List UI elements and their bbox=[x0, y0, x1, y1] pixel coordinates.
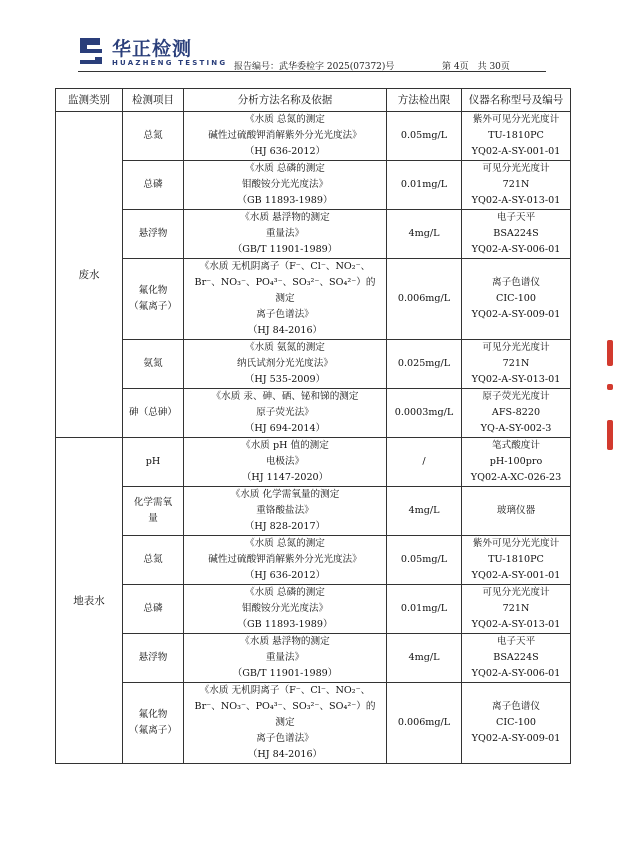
test-item-line: （氟离子） bbox=[129, 301, 177, 312]
method-line: （GB 11893-1989） bbox=[237, 195, 333, 206]
table-row bbox=[56, 536, 571, 585]
method-line: 《水质 总磷的测定 bbox=[245, 163, 325, 174]
test-item-line: 氟化物 bbox=[138, 709, 168, 720]
instrument-line: YQ02-A-XC-026-23 bbox=[470, 472, 562, 483]
table-row bbox=[56, 634, 571, 683]
table-row bbox=[56, 585, 571, 634]
table-row bbox=[56, 161, 571, 210]
method-cell bbox=[184, 634, 387, 683]
detection-limit-cell: 0.006mg/L bbox=[387, 259, 462, 340]
method-line: 离子色谱法》 bbox=[256, 309, 314, 320]
column-header: 监测类别 bbox=[56, 89, 123, 112]
test-item-line: 悬浮物 bbox=[138, 228, 168, 239]
detection-limit-cell: / bbox=[387, 438, 462, 487]
method-line: 原子荧光法》 bbox=[256, 407, 314, 418]
instrument-cell bbox=[462, 340, 571, 389]
method-cell bbox=[184, 210, 387, 259]
table-row bbox=[56, 389, 571, 438]
detection-limit-cell: 0.025mg/L bbox=[387, 340, 462, 389]
table-row bbox=[56, 487, 571, 536]
detection-limit-cell: 0.05mg/L bbox=[387, 112, 462, 161]
test-item-line: 总磷 bbox=[143, 603, 163, 614]
instrument-line: 721N bbox=[502, 603, 530, 614]
page-header bbox=[78, 30, 546, 74]
test-item-line: 氨氮 bbox=[143, 358, 163, 369]
instrument-cell bbox=[462, 683, 571, 764]
instrument-cell bbox=[462, 161, 571, 210]
method-cell bbox=[184, 438, 387, 487]
column-header: 方法检出限 bbox=[387, 89, 462, 112]
method-cell bbox=[184, 536, 387, 585]
test-item-cell bbox=[123, 683, 184, 764]
method-line: 《水质 无机阴离子（F⁻、Cl⁻、NO₂⁻、 bbox=[199, 685, 371, 696]
instrument-line: 紫外可见分光光度计 bbox=[472, 114, 560, 125]
instrument-line: CIC-100 bbox=[495, 293, 537, 304]
instrument-line: 原子荧光光度计 bbox=[482, 391, 550, 402]
method-line: 《水质 总氮的测定 bbox=[245, 114, 325, 125]
method-line: 《水质 汞、砷、硒、铋和锑的测定 bbox=[211, 391, 359, 402]
method-line: （HJ 694-2014） bbox=[244, 423, 326, 434]
instrument-cell bbox=[462, 585, 571, 634]
method-cell bbox=[184, 683, 387, 764]
instrument-line: 笔式酸度计 bbox=[492, 440, 540, 451]
instrument-cell bbox=[462, 112, 571, 161]
instrument-line: YQ02-A-SY-013-01 bbox=[471, 374, 561, 385]
detection-limit-cell: 0.05mg/L bbox=[387, 536, 462, 585]
instrument-line: pH-100pro bbox=[489, 456, 543, 467]
instrument-cell bbox=[462, 438, 571, 487]
method-cell bbox=[184, 487, 387, 536]
table-header-row bbox=[56, 89, 571, 112]
instrument-line: YQ02-A-SY-001-01 bbox=[471, 570, 561, 581]
test-item-cell bbox=[123, 210, 184, 259]
instrument-line: YQ02-A-SY-001-01 bbox=[471, 146, 561, 157]
instrument-line: BSA224S bbox=[493, 652, 539, 663]
method-line: （GB 11893-1989） bbox=[237, 619, 333, 630]
instrument-line: 离子色谱仪 bbox=[492, 701, 540, 712]
brand-name-english: HUAZHENG TESTING bbox=[112, 59, 228, 67]
method-line: （HJ 636-2012） bbox=[244, 570, 326, 581]
test-item-cell bbox=[123, 487, 184, 536]
method-line: 钼酸铵分光光度法》 bbox=[241, 179, 329, 190]
test-item-line: 总磷 bbox=[143, 179, 163, 190]
method-line: 钼酸铵分光光度法》 bbox=[241, 603, 329, 614]
instrument-line: 可见分光光度计 bbox=[482, 163, 550, 174]
report-number: 报告编号：武华委检字 2025(07372)号 bbox=[234, 62, 395, 72]
instrument-line: 可见分光光度计 bbox=[482, 587, 550, 598]
instrument-line: YQ02-A-SY-006-01 bbox=[471, 668, 561, 679]
instrument-line: AFS-8220 bbox=[491, 407, 541, 418]
instrument-line: CIC-100 bbox=[495, 717, 537, 728]
method-line: （HJ 828-2017） bbox=[244, 521, 326, 532]
test-item-cell bbox=[123, 438, 184, 487]
instrument-line: BSA224S bbox=[493, 228, 539, 239]
table-row bbox=[56, 438, 571, 487]
test-item-line: 总氮 bbox=[143, 554, 163, 565]
method-line: （GB/T 11901-1989） bbox=[232, 668, 338, 679]
table-row bbox=[56, 210, 571, 259]
instrument-line: 离子色谱仪 bbox=[492, 277, 540, 288]
method-line: 重铬酸盐法》 bbox=[256, 505, 314, 516]
method-line: 测定 bbox=[275, 293, 295, 304]
instrument-cell bbox=[462, 634, 571, 683]
test-item-cell bbox=[123, 634, 184, 683]
method-line: （HJ 84-2016） bbox=[247, 325, 323, 336]
instrument-line: 电子天平 bbox=[496, 636, 536, 647]
method-line: Br⁻、NO₃⁻、PO₄³⁻、SO₃²⁻、SO₄²⁻）的 bbox=[194, 701, 376, 712]
test-item-line: 化学需氧 bbox=[133, 497, 173, 508]
method-line: Br⁻、NO₃⁻、PO₄³⁻、SO₃²⁻、SO₄²⁻）的 bbox=[194, 277, 376, 288]
instrument-line: YQ02-A-SY-013-01 bbox=[471, 619, 561, 630]
test-item-cell bbox=[123, 161, 184, 210]
method-line: 《水质 pH 值的测定 bbox=[241, 440, 329, 451]
test-item-cell bbox=[123, 389, 184, 438]
instrument-line: YQ02-A-SY-009-01 bbox=[471, 733, 561, 744]
detection-limit-cell: 4mg/L bbox=[387, 210, 462, 259]
instrument-line: TU-1810PC bbox=[488, 554, 544, 565]
detection-limit-cell: 4mg/L bbox=[387, 634, 462, 683]
detection-limit-cell: 0.0003mg/L bbox=[387, 389, 462, 438]
test-item-cell bbox=[123, 340, 184, 389]
test-item-cell bbox=[123, 585, 184, 634]
brand-name: 华正检测 bbox=[112, 38, 193, 60]
instrument-line: YQ-A-SY-002-3 bbox=[480, 423, 552, 434]
test-item-line: 砷（总砷） bbox=[129, 407, 177, 418]
monitoring-category-cell: 地表水 bbox=[56, 438, 123, 764]
detection-limit-cell: 0.01mg/L bbox=[387, 585, 462, 634]
method-line: 《水质 无机阴离子（F⁻、Cl⁻、NO₂⁻、 bbox=[199, 261, 371, 272]
method-line: 《水质 悬浮物的测定 bbox=[240, 636, 330, 647]
test-item-line: 氟化物 bbox=[138, 285, 168, 296]
method-line: 《水质 悬浮物的测定 bbox=[240, 212, 330, 223]
table-row bbox=[56, 112, 571, 161]
test-item-line: 量 bbox=[148, 513, 158, 524]
instrument-line: 电子天平 bbox=[496, 212, 536, 223]
table-row bbox=[56, 340, 571, 389]
test-item-line: （氟离子） bbox=[129, 725, 177, 736]
test-item-cell bbox=[123, 536, 184, 585]
detection-limit-cell: 4mg/L bbox=[387, 487, 462, 536]
method-line: 重量法》 bbox=[265, 228, 305, 239]
table-row bbox=[56, 259, 571, 340]
method-line: （HJ 535-2009） bbox=[244, 374, 326, 385]
detection-limit-cell: 0.01mg/L bbox=[387, 161, 462, 210]
test-item-cell bbox=[123, 112, 184, 161]
method-line: 测定 bbox=[275, 717, 295, 728]
header-divider bbox=[78, 71, 546, 72]
method-cell bbox=[184, 340, 387, 389]
test-item-cell bbox=[123, 259, 184, 340]
table-body bbox=[56, 112, 571, 764]
method-line: 离子色谱法》 bbox=[256, 733, 314, 744]
method-line: （HJ 84-2016） bbox=[247, 749, 323, 760]
instrument-line: 紫外可见分光光度计 bbox=[472, 538, 560, 549]
instrument-line: YQ02-A-SY-013-01 bbox=[471, 195, 561, 206]
test-item-line: 总氮 bbox=[143, 130, 163, 141]
method-line: 电极法》 bbox=[265, 456, 305, 467]
instrument-line: 玻璃仪器 bbox=[496, 505, 536, 516]
detection-limit-cell: 0.006mg/L bbox=[387, 683, 462, 764]
instrument-cell bbox=[462, 259, 571, 340]
test-item-line: pH bbox=[145, 456, 161, 467]
column-header: 仪器名称型号及编号 bbox=[462, 89, 571, 112]
method-line: 纳氏试剂分光光度法》 bbox=[237, 358, 333, 369]
method-cell bbox=[184, 259, 387, 340]
monitoring-category-cell: 废水 bbox=[56, 112, 123, 438]
method-line: （HJ 1147-2020） bbox=[241, 472, 329, 483]
instrument-line: TU-1810PC bbox=[488, 130, 544, 141]
method-table bbox=[55, 88, 571, 764]
method-cell bbox=[184, 389, 387, 438]
instrument-cell bbox=[462, 536, 571, 585]
method-line: 《水质 总氮的测定 bbox=[245, 538, 325, 549]
column-header: 检测项目 bbox=[123, 89, 184, 112]
method-line: 重量法》 bbox=[265, 652, 305, 663]
stamp-fragment bbox=[603, 340, 617, 460]
instrument-cell bbox=[462, 487, 571, 536]
method-line: 碱性过硫酸钾消解紫外分光光度法》 bbox=[208, 554, 362, 565]
page-number: 第 4页 共 30页 bbox=[442, 62, 510, 72]
test-item-line: 悬浮物 bbox=[138, 652, 168, 663]
method-line: 《水质 总磷的测定 bbox=[245, 587, 325, 598]
method-cell bbox=[184, 585, 387, 634]
table-row bbox=[56, 683, 571, 764]
method-cell bbox=[184, 161, 387, 210]
instrument-cell bbox=[462, 389, 571, 438]
method-line: 《水质 氨氮的测定 bbox=[245, 342, 325, 353]
instrument-line: 721N bbox=[502, 179, 530, 190]
instrument-line: YQ02-A-SY-009-01 bbox=[471, 309, 561, 320]
instrument-line: 可见分光光度计 bbox=[482, 342, 550, 353]
method-line: （GB/T 11901-1989） bbox=[232, 244, 338, 255]
method-line: 碱性过硫酸钾消解紫外分光光度法》 bbox=[208, 130, 362, 141]
method-line: （HJ 636-2012） bbox=[244, 146, 326, 157]
huazheng-logo-icon bbox=[78, 36, 104, 66]
method-cell bbox=[184, 112, 387, 161]
instrument-line: 721N bbox=[502, 358, 530, 369]
column-header: 分析方法名称及依据 bbox=[184, 89, 387, 112]
instrument-line: YQ02-A-SY-006-01 bbox=[471, 244, 561, 255]
instrument-cell bbox=[462, 210, 571, 259]
method-line: 《水质 化学需氧量的测定 bbox=[230, 489, 340, 500]
